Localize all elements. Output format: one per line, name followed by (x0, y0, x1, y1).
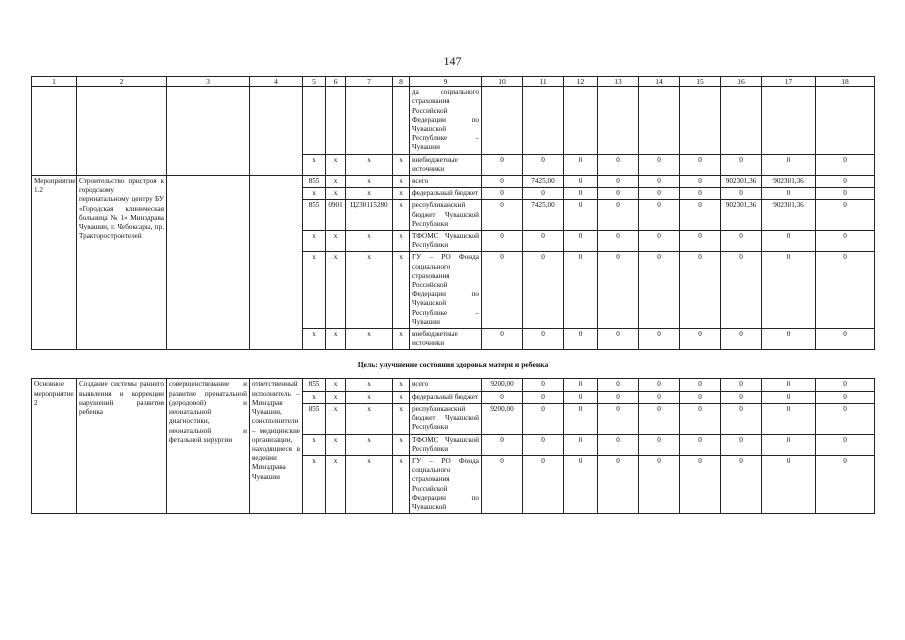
funding-source-cell: да социального страхования Российской Федерации по Чувашской Республике – Чувашии (410, 87, 482, 154)
amount-cell: 0 (564, 188, 598, 200)
code-cell: x (326, 403, 346, 434)
code-cell: x (303, 231, 326, 252)
amount-cell: 0 (564, 200, 598, 231)
amount-cell: 0 (598, 379, 639, 391)
funding-source-cell: ТФОМС Чувашской Республики (410, 231, 482, 252)
page-number: 147 (443, 54, 462, 68)
code-cell: x (393, 200, 410, 231)
amount-cell: 0 (680, 434, 721, 455)
amount-cell: 0 (598, 154, 639, 175)
activity-task-cell: совершенствование и развитие пренатальной (дородовой) и неонатальной диагностики, неонатальной и фетальной хирургии (167, 379, 250, 514)
amount-cell (564, 87, 598, 154)
column-number-cell: 4 (250, 77, 303, 87)
amount-cell: 0 (639, 391, 680, 403)
amount-cell: 0 (762, 434, 816, 455)
code-cell: x (346, 329, 393, 350)
amount-cell: 7425,00 (523, 200, 564, 231)
column-number-cell: 10 (482, 77, 523, 87)
amount-cell (762, 87, 816, 154)
amount-cell: 0 (482, 188, 523, 200)
amount-cell: 0 (482, 231, 523, 252)
code-cell (393, 87, 410, 154)
amount-cell: 0 (523, 188, 564, 200)
funding-source-cell: федеральный бюджет (410, 391, 482, 403)
amount-cell: 0 (639, 379, 680, 391)
code-cell: x (346, 403, 393, 434)
amount-cell: 902301,36 (762, 176, 816, 188)
funding-source-cell: ГУ – РО Фонда социального страхования Российской Федерации по Чувашской Республике – Чувашии (410, 252, 482, 329)
amount-cell (598, 87, 639, 154)
amount-cell: 0 (639, 231, 680, 252)
code-cell: x (303, 434, 326, 455)
amount-cell: 0 (598, 176, 639, 188)
activity-name-cell: Основное мероприятие 2 (32, 379, 77, 514)
amount-cell: 902301,36 (721, 176, 762, 188)
amount-cell: 0 (564, 252, 598, 329)
table-row (32, 176, 875, 188)
column-number-cell: 3 (167, 77, 250, 87)
amount-cell: 0 (721, 188, 762, 200)
amount-cell: 0 (816, 200, 875, 231)
amount-cell: 0 (680, 379, 721, 391)
amount-cell: 0 (598, 391, 639, 403)
amount-cell: 0 (721, 154, 762, 175)
code-cell: x (303, 154, 326, 175)
amount-cell: 0 (639, 154, 680, 175)
amount-cell: 0 (680, 231, 721, 252)
code-cell: x (393, 403, 410, 434)
amount-cell: 0 (564, 231, 598, 252)
code-cell: x (326, 391, 346, 403)
amount-cell (680, 87, 721, 154)
amount-cell: 0 (680, 455, 721, 513)
column-number-cell: 5 (303, 77, 326, 87)
amount-cell: 0 (762, 231, 816, 252)
amount-cell: 0 (639, 200, 680, 231)
code-cell: x (346, 176, 393, 188)
amount-cell: 0 (721, 391, 762, 403)
amount-cell: 0 (816, 391, 875, 403)
code-cell: x (326, 188, 346, 200)
funding-source-cell: всего (410, 379, 482, 391)
activity-description-cell: Создание системы раннего выявления и коррекции нарушений развития ребенка (77, 379, 167, 514)
amount-cell: 7425,00 (523, 176, 564, 188)
amount-cell: 0 (762, 455, 816, 513)
amount-cell: 0 (564, 176, 598, 188)
amount-cell: 0 (564, 391, 598, 403)
code-cell: x (326, 379, 346, 391)
amount-cell: 0 (816, 434, 875, 455)
amount-cell: 0 (482, 176, 523, 188)
code-cell: x (346, 434, 393, 455)
code-cell: x (393, 176, 410, 188)
amount-cell: 0 (598, 252, 639, 329)
code-cell: Ц230115280 (346, 200, 393, 231)
amount-cell: 0 (680, 252, 721, 329)
amount-cell: 0 (816, 154, 875, 175)
amount-cell: 0 (598, 434, 639, 455)
responsible-executor-cell: ответственный исполнитель – Минздрав Чувашии, соисполнители – медицинские организации, находящиеся в ведении Минздрава Чувашии (250, 379, 303, 514)
code-cell: x (393, 391, 410, 403)
funding-source-cell: внебюджетные источники (410, 154, 482, 175)
column-number-cell: 7 (346, 77, 393, 87)
column-number-cell: 2 (77, 77, 167, 87)
amount-cell: 0 (680, 176, 721, 188)
empty-cell (250, 87, 303, 176)
amount-cell (816, 87, 875, 154)
code-cell: x (393, 231, 410, 252)
goal-heading: Цель: улучшение состояния здоровья матери и ребенка (357, 359, 549, 369)
column-number-cell: 14 (639, 77, 680, 87)
empty-cell (250, 176, 303, 350)
amount-cell: 0 (680, 154, 721, 175)
code-cell: x (326, 252, 346, 329)
code-cell: x (326, 434, 346, 455)
amount-cell: 0 (639, 455, 680, 513)
column-number-cell: 8 (393, 77, 410, 87)
amount-cell: 0 (598, 188, 639, 200)
amount-cell: 0 (762, 391, 816, 403)
amount-cell: 902301,36 (762, 200, 816, 231)
funding-source-cell: федеральный бюджет (410, 188, 482, 200)
amount-cell: 9200,00 (482, 403, 523, 434)
code-cell: 855 (303, 379, 326, 391)
amount-cell: 0 (721, 403, 762, 434)
amount-cell: 902301,36 (721, 200, 762, 231)
amount-cell: 0 (639, 403, 680, 434)
column-number-cell: 6 (326, 77, 346, 87)
column-number-cell: 16 (721, 77, 762, 87)
amount-cell: 0 (816, 231, 875, 252)
amount-cell (721, 87, 762, 154)
column-number-cell: 9 (410, 77, 482, 87)
code-cell: x (393, 252, 410, 329)
amount-cell: 0 (482, 391, 523, 403)
amount-cell: 0 (598, 403, 639, 434)
amount-cell: 0 (721, 252, 762, 329)
funding-source-cell: внебюджетные источники (410, 329, 482, 350)
code-cell: x (393, 154, 410, 175)
amount-cell: 0 (598, 329, 639, 350)
funding-source-cell: ТФОМС Чувашской Республики (410, 434, 482, 455)
program-table (31, 76, 875, 514)
funding-source-cell: всего (410, 176, 482, 188)
amount-cell: 0 (762, 188, 816, 200)
amount-cell: 0 (816, 176, 875, 188)
empty-cell (32, 87, 77, 176)
code-cell (346, 87, 393, 154)
amount-cell: 0 (564, 455, 598, 513)
amount-cell: 0 (523, 455, 564, 513)
code-cell: x (303, 329, 326, 350)
amount-cell: 0 (482, 154, 523, 175)
code-cell: x (346, 391, 393, 403)
column-number-row (32, 77, 875, 87)
amount-cell: 0 (564, 403, 598, 434)
funding-source-cell: республиканский бюджет Чувашской Республики (410, 200, 482, 231)
code-cell: x (303, 252, 326, 329)
amount-cell: 0 (680, 329, 721, 350)
amount-cell: 0 (523, 329, 564, 350)
amount-cell: 0 (762, 379, 816, 391)
amount-cell: 0 (523, 379, 564, 391)
amount-cell: 0 (721, 231, 762, 252)
code-cell: x (346, 252, 393, 329)
amount-cell (639, 87, 680, 154)
code-cell: 855 (303, 403, 326, 434)
amount-cell: 0 (639, 252, 680, 329)
amount-cell: 0 (721, 434, 762, 455)
code-cell: 0901 (326, 200, 346, 231)
amount-cell: 0 (762, 403, 816, 434)
column-number-cell: 15 (680, 77, 721, 87)
amount-cell: 0 (680, 188, 721, 200)
column-number-cell: 17 (762, 77, 816, 87)
amount-cell: 0 (482, 434, 523, 455)
amount-cell: 0 (482, 455, 523, 513)
amount-cell: 0 (564, 379, 598, 391)
amount-cell: 0 (523, 252, 564, 329)
amount-cell: 0 (816, 252, 875, 329)
code-cell: x (393, 329, 410, 350)
activity-description-cell: Строительство пристроя к городскому перинатальному центру БУ «Городская клиническая больница № 1» Минздрава Чувашии, г. Чебоксары, пр. Тракторостроителей (77, 176, 167, 350)
code-cell: x (326, 329, 346, 350)
column-number-cell: 12 (564, 77, 598, 87)
amount-cell: 0 (523, 434, 564, 455)
code-cell: x (326, 455, 346, 513)
amount-cell: 0 (816, 403, 875, 434)
amount-cell: 0 (639, 329, 680, 350)
goal-row (32, 350, 875, 379)
code-cell: x (303, 391, 326, 403)
funding-source-cell: ГУ – РО Фонда социального страхования Российской Федерации по Чувашской (410, 455, 482, 513)
code-cell: x (346, 231, 393, 252)
amount-cell: 0 (564, 154, 598, 175)
code-cell: x (326, 176, 346, 188)
amount-cell: 0 (762, 154, 816, 175)
code-cell: x (346, 455, 393, 513)
amount-cell (482, 87, 523, 154)
amount-cell: 0 (523, 154, 564, 175)
amount-cell: 0 (564, 434, 598, 455)
amount-cell: 0 (816, 379, 875, 391)
amount-cell: 9200,00 (482, 379, 523, 391)
code-cell: x (303, 455, 326, 513)
code-cell: x (326, 154, 346, 175)
activity-name-cell: Мероприятие 1.2 (32, 176, 77, 350)
code-cell: x (303, 188, 326, 200)
amount-cell: 0 (680, 200, 721, 231)
amount-cell: 0 (523, 231, 564, 252)
amount-cell: 0 (816, 455, 875, 513)
amount-cell: 0 (482, 329, 523, 350)
code-cell: x (393, 455, 410, 513)
amount-cell: 0 (598, 455, 639, 513)
column-number-cell: 11 (523, 77, 564, 87)
amount-cell: 0 (564, 329, 598, 350)
amount-cell: 0 (680, 391, 721, 403)
code-cell: 855 (303, 176, 326, 188)
code-cell (326, 87, 346, 154)
amount-cell: 0 (680, 403, 721, 434)
amount-cell: 0 (598, 231, 639, 252)
table-body (32, 77, 875, 514)
code-cell (303, 87, 326, 154)
code-cell: 855 (303, 200, 326, 231)
amount-cell: 0 (482, 200, 523, 231)
amount-cell (523, 87, 564, 154)
funding-source-cell: республиканский бюджет Чувашской Республики (410, 403, 482, 434)
empty-cell (167, 87, 250, 176)
amount-cell: 0 (482, 252, 523, 329)
amount-cell: 0 (523, 403, 564, 434)
amount-cell: 0 (762, 329, 816, 350)
code-cell: x (346, 379, 393, 391)
column-number-cell: 18 (816, 77, 875, 87)
amount-cell: 0 (762, 252, 816, 329)
amount-cell: 0 (523, 391, 564, 403)
amount-cell: 0 (721, 379, 762, 391)
code-cell: x (346, 154, 393, 175)
code-cell: x (326, 231, 346, 252)
code-cell: x (393, 379, 410, 391)
code-cell: x (346, 188, 393, 200)
code-cell: x (393, 188, 410, 200)
amount-cell: 0 (816, 329, 875, 350)
amount-cell: 0 (598, 200, 639, 231)
table-row (32, 379, 875, 391)
empty-cell (77, 87, 167, 176)
empty-cell (167, 176, 250, 350)
table-row (32, 87, 875, 154)
column-number-cell: 1 (32, 77, 77, 87)
code-cell: x (393, 434, 410, 455)
amount-cell: 0 (639, 188, 680, 200)
amount-cell: 0 (721, 329, 762, 350)
amount-cell: 0 (721, 455, 762, 513)
amount-cell: 0 (639, 176, 680, 188)
column-number-cell: 13 (598, 77, 639, 87)
amount-cell: 0 (639, 434, 680, 455)
amount-cell: 0 (816, 188, 875, 200)
